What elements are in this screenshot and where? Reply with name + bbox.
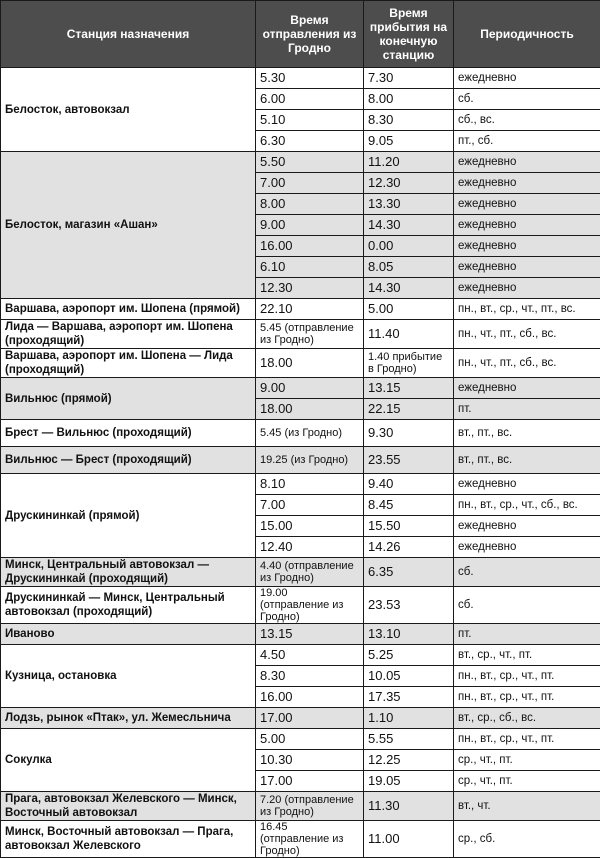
station-cell: Белосток, магазин «Ашан» [1, 152, 256, 299]
station-cell: Минск, Восточный автовокзал — Прага, автовокзал Желевского [1, 821, 256, 858]
departure-time-cell: 9.00 [256, 378, 364, 399]
arrival-time-cell: 11.30 [364, 792, 454, 821]
station-cell: Друскининкай — Минск, Центральный автовокзал (проходящий) [1, 587, 256, 624]
arrival-time-cell: 8.05 [364, 257, 454, 278]
station-cell: Прага, автовокзал Желевского — Минск, Восточный автовокзал [1, 792, 256, 821]
departure-time-cell: 16.00 [256, 687, 364, 708]
table-body [1, 68, 600, 858]
periodicity-cell: ежедневно [454, 68, 600, 89]
periodicity-cell: сб. [454, 89, 600, 110]
departure-time-cell: 5.10 [256, 110, 364, 131]
table-row [1, 152, 600, 173]
departure-time-cell: 8.30 [256, 666, 364, 687]
station-cell: Лодзь, рынок «Птак», ул. Жемесльнича [1, 708, 256, 729]
table-row [1, 821, 600, 858]
header-arrival: Время прибытия на конечную станцию [364, 1, 454, 68]
arrival-time-cell: 1.40 прибытие в Гродно) [364, 349, 454, 378]
station-cell: Кузница, остановка [1, 645, 256, 708]
arrival-time-cell: 13.15 [364, 378, 454, 399]
header-station: Станция назначения [1, 1, 256, 68]
arrival-time-cell: 14.26 [364, 537, 454, 558]
periodicity-cell: ср., сб. [454, 821, 600, 858]
arrival-time-cell: 9.30 [364, 420, 454, 447]
arrival-time-cell: 7.30 [364, 68, 454, 89]
periodicity-cell: ежедневно [454, 152, 600, 173]
station-cell: Брест — Вильнюс (проходящий) [1, 420, 256, 447]
periodicity-cell: пн., чт., пт., сб., вс. [454, 320, 600, 349]
station-cell: Сокулка [1, 729, 256, 792]
periodicity-cell: сб. [454, 587, 600, 624]
periodicity-cell: ср., чт., пт. [454, 750, 600, 771]
departure-time-cell: 5.45 (отправление из Гродно) [256, 320, 364, 349]
table-header [1, 1, 600, 68]
periodicity-cell: вт., пт., вс. [454, 420, 600, 447]
departure-time-cell: 19.00 (отправление из Гродно) [256, 587, 364, 624]
periodicity-cell: ежедневно [454, 278, 600, 299]
departure-time-cell: 7.20 (отправление из Гродно) [256, 792, 364, 821]
table-row [1, 320, 600, 349]
table-row [1, 558, 600, 587]
departure-time-cell: 17.00 [256, 708, 364, 729]
departure-time-cell: 5.00 [256, 729, 364, 750]
periodicity-cell: пн., вт., ср., чт., пт. [454, 666, 600, 687]
arrival-time-cell: 17.35 [364, 687, 454, 708]
periodicity-cell: сб., вс. [454, 110, 600, 131]
station-cell: Иваново [1, 624, 256, 645]
station-cell: Друскининкай (прямой) [1, 474, 256, 558]
table-row [1, 299, 600, 320]
arrival-time-cell: 1.10 [364, 708, 454, 729]
departure-time-cell: 7.00 [256, 495, 364, 516]
arrival-time-cell: 9.05 [364, 131, 454, 152]
table-row [1, 447, 600, 474]
arrival-time-cell: 8.00 [364, 89, 454, 110]
periodicity-cell: ежедневно [454, 173, 600, 194]
periodicity-cell: пт., сб. [454, 131, 600, 152]
departure-time-cell: 18.00 [256, 399, 364, 420]
departure-time-cell: 17.00 [256, 771, 364, 792]
table-row [1, 378, 600, 399]
arrival-time-cell: 8.45 [364, 495, 454, 516]
periodicity-cell: ежедневно [454, 257, 600, 278]
table-row [1, 624, 600, 645]
arrival-time-cell: 6.35 [364, 558, 454, 587]
arrival-time-cell: 23.53 [364, 587, 454, 624]
arrival-time-cell: 13.10 [364, 624, 454, 645]
station-cell: Вильнюс (прямой) [1, 378, 256, 420]
periodicity-cell: ежедневно [454, 537, 600, 558]
table-row [1, 792, 600, 821]
departure-time-cell: 6.30 [256, 131, 364, 152]
periodicity-cell: вт., ср., чт., пт. [454, 645, 600, 666]
departure-time-cell: 12.30 [256, 278, 364, 299]
periodicity-cell: пн., вт., ср., чт., пт., вс. [454, 299, 600, 320]
arrival-time-cell: 8.30 [364, 110, 454, 131]
departure-time-cell: 8.10 [256, 474, 364, 495]
station-cell: Минск, Центральный автовокзал — Друскининкай (проходящий) [1, 558, 256, 587]
departure-time-cell: 19.25 (из Гродно) [256, 447, 364, 474]
periodicity-cell: вт., пт., вс. [454, 447, 600, 474]
departure-time-cell: 5.50 [256, 152, 364, 173]
table-row [1, 587, 600, 624]
departure-time-cell: 10.30 [256, 750, 364, 771]
table-row [1, 420, 600, 447]
periodicity-cell: ежедневно [454, 236, 600, 257]
periodicity-cell: сб. [454, 558, 600, 587]
header-departure: Время отправления из Гродно [256, 1, 364, 68]
arrival-time-cell: 13.30 [364, 194, 454, 215]
departure-time-cell: 16.45 (отправление из Гродно) [256, 821, 364, 858]
station-cell: Варшава, аэропорт им. Шопена — Лида (проходящий) [1, 349, 256, 378]
arrival-time-cell: 12.25 [364, 750, 454, 771]
departure-time-cell: 18.00 [256, 349, 364, 378]
arrival-time-cell: 11.20 [364, 152, 454, 173]
periodicity-cell: пн., вт., ср., чт., пт. [454, 729, 600, 750]
arrival-time-cell: 11.00 [364, 821, 454, 858]
periodicity-cell: ежедневно [454, 516, 600, 537]
departure-time-cell: 6.10 [256, 257, 364, 278]
arrival-time-cell: 15.50 [364, 516, 454, 537]
arrival-time-cell: 12.30 [364, 173, 454, 194]
departure-time-cell: 4.40 (отправление из Гродно) [256, 558, 364, 587]
arrival-time-cell: 5.00 [364, 299, 454, 320]
table-row [1, 645, 600, 666]
table-row [1, 474, 600, 495]
periodicity-cell: пт. [454, 624, 600, 645]
arrival-time-cell: 10.05 [364, 666, 454, 687]
departure-time-cell: 12.40 [256, 537, 364, 558]
departure-time-cell: 16.00 [256, 236, 364, 257]
departure-time-cell: 22.10 [256, 299, 364, 320]
departure-time-cell: 8.00 [256, 194, 364, 215]
periodicity-cell: ср., чт., пт. [454, 771, 600, 792]
periodicity-cell: ежедневно [454, 194, 600, 215]
periodicity-cell: пн., чт., пт., сб., вс. [454, 349, 600, 378]
station-cell: Вильнюс — Брест (проходящий) [1, 447, 256, 474]
periodicity-cell: вт., чт. [454, 792, 600, 821]
departure-time-cell: 13.15 [256, 624, 364, 645]
station-cell: Лида — Варшава, аэропорт им. Шопена (проходящий) [1, 320, 256, 349]
table-row [1, 349, 600, 378]
periodicity-cell: ежедневно [454, 474, 600, 495]
departure-time-cell: 9.00 [256, 215, 364, 236]
departure-time-cell: 4.50 [256, 645, 364, 666]
departure-time-cell: 15.00 [256, 516, 364, 537]
arrival-time-cell: 23.55 [364, 447, 454, 474]
arrival-time-cell: 14.30 [364, 215, 454, 236]
table-row [1, 729, 600, 750]
arrival-time-cell: 11.40 [364, 320, 454, 349]
departure-time-cell: 6.00 [256, 89, 364, 110]
periodicity-cell: ежедневно [454, 215, 600, 236]
periodicity-cell: пн., вт., ср., чт., сб., вс. [454, 495, 600, 516]
departure-time-cell: 7.00 [256, 173, 364, 194]
arrival-time-cell: 19.05 [364, 771, 454, 792]
station-cell: Белосток, автовокзал [1, 68, 256, 152]
arrival-time-cell: 14.30 [364, 278, 454, 299]
arrival-time-cell: 0.00 [364, 236, 454, 257]
arrival-time-cell: 5.25 [364, 645, 454, 666]
arrival-time-cell: 22.15 [364, 399, 454, 420]
periodicity-cell: вт., ср., сб., вс. [454, 708, 600, 729]
periodicity-cell: пт. [454, 399, 600, 420]
arrival-time-cell: 5.55 [364, 729, 454, 750]
table-row [1, 68, 600, 89]
station-cell: Варшава, аэропорт им. Шопена (прямой) [1, 299, 256, 320]
periodicity-cell: ежедневно [454, 378, 600, 399]
header-period: Периодичность [454, 1, 600, 68]
arrival-time-cell: 9.40 [364, 474, 454, 495]
periodicity-cell: пн., вт., ср., чт., пт. [454, 687, 600, 708]
departure-time-cell: 5.45 (из Гродно) [256, 420, 364, 447]
table-row [1, 708, 600, 729]
departure-time-cell: 5.30 [256, 68, 364, 89]
